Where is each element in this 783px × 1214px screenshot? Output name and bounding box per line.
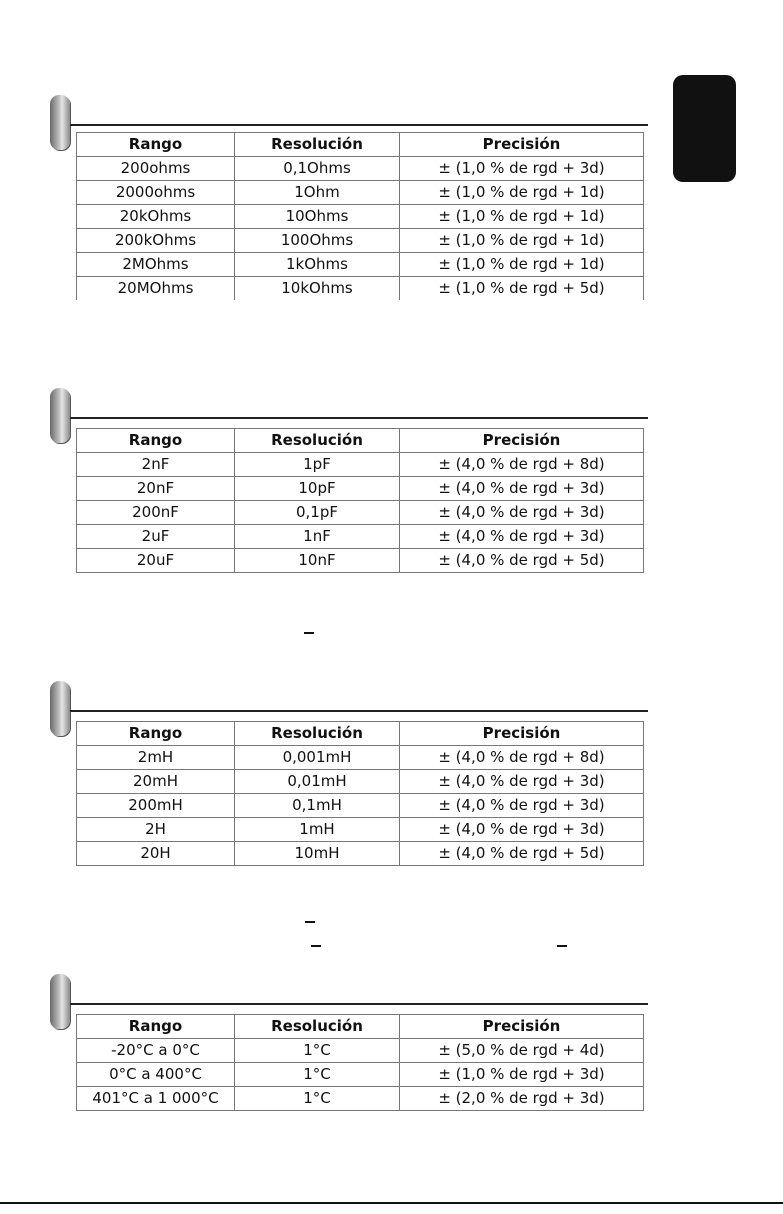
table-header-row (77, 429, 644, 453)
resolution-cell: 1°C (235, 1039, 400, 1063)
precision-cell: ± (4,0 % de rgd + 5d) (400, 549, 644, 573)
range-cell: 20uF (77, 549, 235, 573)
table-row (77, 477, 644, 501)
precision-cell: ± (1,0 % de rgd + 5d) (400, 277, 644, 301)
section-marker-icon (50, 681, 70, 736)
table-row (77, 525, 644, 549)
table-row (77, 1039, 644, 1063)
header-range: Rango (77, 133, 235, 157)
header-precision: Precisión (400, 1015, 644, 1039)
precision-cell: ± (1,0 % de rgd + 3d) (400, 157, 644, 181)
table-row (77, 501, 644, 525)
table-row (77, 157, 644, 181)
resolution-cell: 10nF (235, 549, 400, 573)
precision-cell: ± (1,0 % de rgd + 3d) (400, 1063, 644, 1087)
resistance-table (76, 132, 644, 300)
language-tab (673, 75, 736, 182)
section-rule (70, 1003, 648, 1005)
range-cell: 20kOhms (77, 205, 235, 229)
dash-mark (304, 632, 314, 634)
resolution-cell: 1°C (235, 1087, 400, 1111)
table-header-row (77, 722, 644, 746)
header-resolution: Resolución (235, 722, 400, 746)
header-resolution: Resolución (235, 429, 400, 453)
range-cell: 200mH (77, 794, 235, 818)
table-row (77, 1087, 644, 1111)
precision-cell: ± (4,0 % de rgd + 3d) (400, 501, 644, 525)
precision-cell: ± (4,0 % de rgd + 5d) (400, 842, 644, 866)
header-precision: Precisión (400, 429, 644, 453)
table-row (77, 181, 644, 205)
resolution-cell: 1nF (235, 525, 400, 549)
section-marker-icon (50, 388, 70, 443)
range-cell: 2mH (77, 746, 235, 770)
resolution-cell: 0,001mH (235, 746, 400, 770)
table-row (77, 229, 644, 253)
page-bottom-rule (0, 1202, 783, 1204)
resolution-cell: 10pF (235, 477, 400, 501)
precision-cell: ± (1,0 % de rgd + 1d) (400, 181, 644, 205)
table-row (77, 453, 644, 477)
precision-cell: ± (4,0 % de rgd + 3d) (400, 770, 644, 794)
range-cell: 2H (77, 818, 235, 842)
precision-cell: ± (4,0 % de rgd + 3d) (400, 525, 644, 549)
capacitance-table (76, 428, 644, 573)
range-cell: 20nF (77, 477, 235, 501)
table-row (77, 549, 644, 573)
range-cell: 200ohms (77, 157, 235, 181)
table-row (77, 842, 644, 866)
dash-mark (557, 945, 567, 947)
range-cell: 2nF (77, 453, 235, 477)
table-row (77, 746, 644, 770)
table-header-row (77, 1015, 644, 1039)
resolution-cell: 0,1Ohms (235, 157, 400, 181)
precision-cell: ± (4,0 % de rgd + 3d) (400, 818, 644, 842)
resolution-cell: 0,01mH (235, 770, 400, 794)
precision-cell: ± (1,0 % de rgd + 1d) (400, 229, 644, 253)
range-cell: 0°C a 400°C (77, 1063, 235, 1087)
range-cell: 2MOhms (77, 253, 235, 277)
header-range: Rango (77, 429, 235, 453)
precision-cell: ± (2,0 % de rgd + 3d) (400, 1087, 644, 1111)
range-cell: 2uF (77, 525, 235, 549)
dash-mark (311, 945, 321, 947)
table-row (77, 253, 644, 277)
precision-cell: ± (4,0 % de rgd + 3d) (400, 477, 644, 501)
inductance-table (76, 721, 644, 866)
precision-cell: ± (4,0 % de rgd + 3d) (400, 794, 644, 818)
resolution-cell: 100Ohms (235, 229, 400, 253)
header-resolution: Resolución (235, 1015, 400, 1039)
precision-cell: ± (1,0 % de rgd + 1d) (400, 205, 644, 229)
resolution-cell: 1°C (235, 1063, 400, 1087)
section-rule (70, 417, 648, 419)
dash-mark (305, 921, 315, 923)
section-rule (70, 710, 648, 712)
range-cell: 2000ohms (77, 181, 235, 205)
resolution-cell: 1pF (235, 453, 400, 477)
section-rule (70, 124, 648, 126)
header-resolution: Resolución (235, 133, 400, 157)
resolution-cell: 0,1mH (235, 794, 400, 818)
range-cell: 200kOhms (77, 229, 235, 253)
range-cell: 401°C a 1 000°C (77, 1087, 235, 1111)
resolution-cell: 10kOhms (235, 277, 400, 301)
range-cell: 20H (77, 842, 235, 866)
table-row (77, 818, 644, 842)
header-range: Rango (77, 1015, 235, 1039)
resolution-cell: 0,1pF (235, 501, 400, 525)
precision-cell: ± (1,0 % de rgd + 1d) (400, 253, 644, 277)
table-row (77, 794, 644, 818)
header-precision: Precisión (400, 133, 644, 157)
header-precision: Precisión (400, 722, 644, 746)
table-row (77, 277, 644, 301)
header-range: Rango (77, 722, 235, 746)
precision-cell: ± (5,0 % de rgd + 4d) (400, 1039, 644, 1063)
resolution-cell: 10mH (235, 842, 400, 866)
section-marker-icon (50, 974, 70, 1029)
resolution-cell: 1kOhms (235, 253, 400, 277)
range-cell: 20mH (77, 770, 235, 794)
range-cell: 200nF (77, 501, 235, 525)
range-cell: 20MOhms (77, 277, 235, 301)
table-row (77, 205, 644, 229)
table-header-row (77, 133, 644, 157)
resolution-cell: 1mH (235, 818, 400, 842)
precision-cell: ± (4,0 % de rgd + 8d) (400, 746, 644, 770)
section-marker-icon (50, 95, 70, 150)
range-cell: -20°C a 0°C (77, 1039, 235, 1063)
table-row (77, 770, 644, 794)
precision-cell: ± (4,0 % de rgd + 8d) (400, 453, 644, 477)
temperature-table (76, 1014, 644, 1111)
resolution-cell: 10Ohms (235, 205, 400, 229)
table-row (77, 1063, 644, 1087)
resolution-cell: 1Ohm (235, 181, 400, 205)
